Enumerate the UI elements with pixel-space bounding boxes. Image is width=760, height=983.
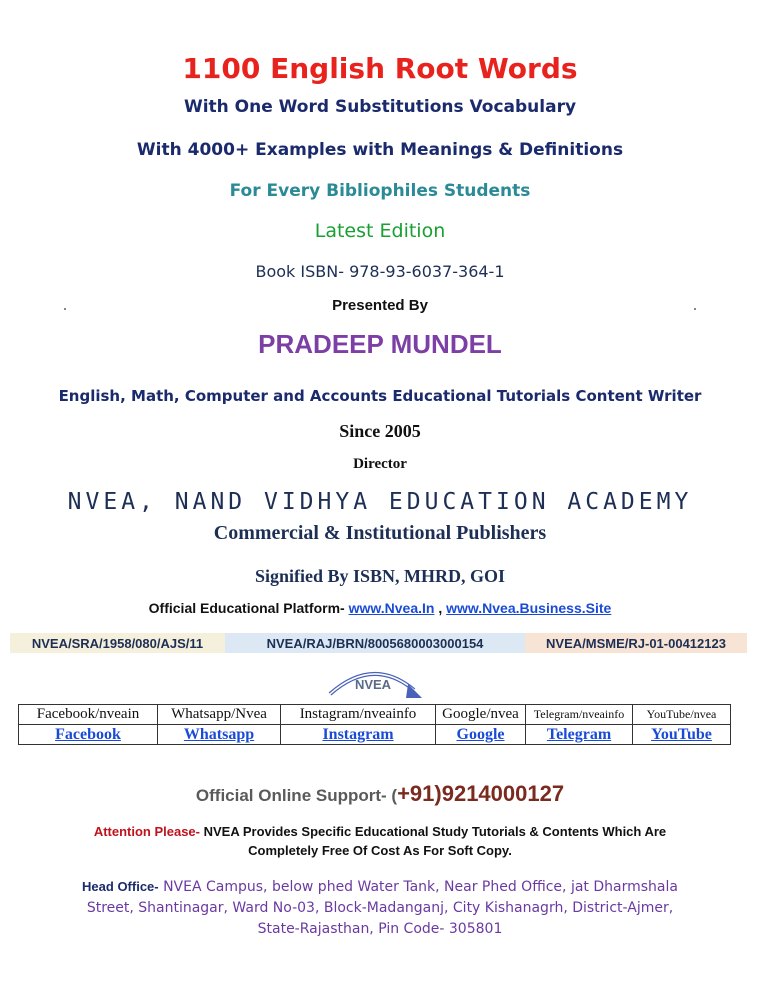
- nvea-business-link[interactable]: www.Nvea.Business.Site: [446, 600, 612, 616]
- facebook-cell: [19, 725, 158, 745]
- attention-note: [0, 822, 760, 860]
- subtitle-vocabulary: With One Word Substitutions Vocabulary: [183, 97, 577, 117]
- head-office-text-3: State-Rajasthan, Pin Code- 305801: [257, 921, 503, 937]
- publishers-line: Commercial & Institutional Publishers: [213, 522, 547, 544]
- head-office-text-1: NVEA Campus, below phed Water Tank, Near Phed Office, jat Dharmshala: [163, 879, 678, 895]
- telegram-cell: [526, 725, 633, 745]
- presented-by-label: Presented By: [332, 297, 428, 314]
- registration-sra: NVEA/SRA/1958/080/AJS/11: [10, 633, 225, 653]
- registration-msme: NVEA/MSME/RJ-01-00412123: [525, 633, 747, 653]
- author-name: PRADEEP MUNDEL: [258, 329, 502, 359]
- director-label: Director: [353, 456, 407, 472]
- social-links-row: [19, 725, 731, 745]
- instagram-cell: [281, 725, 436, 745]
- social-links-table: [18, 704, 731, 745]
- facebook-link[interactable]: Facebook: [55, 725, 121, 743]
- attention-text-2: Completely Free Of Cost As For Soft Copy.: [248, 843, 512, 858]
- edition-label: Latest Edition: [314, 220, 446, 242]
- telegram-handle: Telegram/nveainfo: [526, 705, 633, 725]
- head-office-line-1: [0, 876, 760, 898]
- book-title: 1100 English Root Words: [182, 52, 578, 85]
- support-phone: +91)9214000127: [397, 781, 565, 806]
- attention-text-1: NVEA Provides Specific Educational Study Tutorials & Contents Which Are: [203, 824, 667, 839]
- academy-name: NVEA, NAND VIDHYA EDUCATION ACADEMY: [67, 489, 693, 515]
- telegram-link[interactable]: Telegram: [546, 725, 612, 743]
- head-office-text-2: Street, Shantinagar, Ward No-03, Block-Madanganj, City Kishanagrh, District-Ajmer,: [86, 900, 674, 916]
- attention-line-1: [0, 822, 760, 841]
- author-role: English, Math, Computer and Accounts Educational Tutorials Content Writer: [58, 387, 702, 405]
- head-office-address: [0, 876, 760, 940]
- social-handles-row: [19, 705, 731, 725]
- support-line: [0, 781, 760, 807]
- whatsapp-cell: [158, 725, 281, 745]
- attention-label: Attention Please-: [93, 824, 200, 839]
- whatsapp-handle: Whatsapp/Nvea: [158, 705, 281, 725]
- youtube-handle: YouTube/nvea: [633, 705, 731, 725]
- registration-bar: [10, 633, 747, 653]
- subtitle-examples: With 4000+ Examples with Meanings & Definitions: [136, 140, 624, 160]
- google-handle: Google/nvea: [436, 705, 526, 725]
- nvea-in-link[interactable]: www.Nvea.In: [348, 600, 435, 616]
- google-cell: [436, 725, 526, 745]
- whatsapp-link[interactable]: Whatsapp: [183, 725, 255, 743]
- since-year: Since 2005: [339, 421, 421, 441]
- head-office-label: Head Office-: [82, 879, 159, 894]
- youtube-cell: [633, 725, 731, 745]
- support-label: Official Online Support- (: [195, 786, 398, 805]
- subtitle-audience: For Every Bibliophiles Students: [229, 181, 531, 201]
- platform-separator: ,: [434, 600, 447, 616]
- platform-label: Official Educational Platform-: [148, 600, 345, 616]
- facebook-handle: Facebook/nveain: [19, 705, 158, 725]
- instagram-link[interactable]: Instagram: [322, 725, 394, 743]
- youtube-link[interactable]: YouTube: [651, 725, 712, 743]
- registration-brn: NVEA/RAJ/BRN/8005680003000154: [225, 633, 525, 653]
- instagram-handle: Instagram/nveainfo: [281, 705, 436, 725]
- signified-line: Signified By ISBN, MHRD, GOI: [254, 566, 506, 586]
- platform-line: [0, 600, 760, 616]
- nvea-arrow-label: NVEA: [354, 677, 392, 692]
- isbn-line: Book ISBN- 978-93-6037-364-1: [255, 262, 505, 281]
- google-link[interactable]: Google: [456, 725, 505, 743]
